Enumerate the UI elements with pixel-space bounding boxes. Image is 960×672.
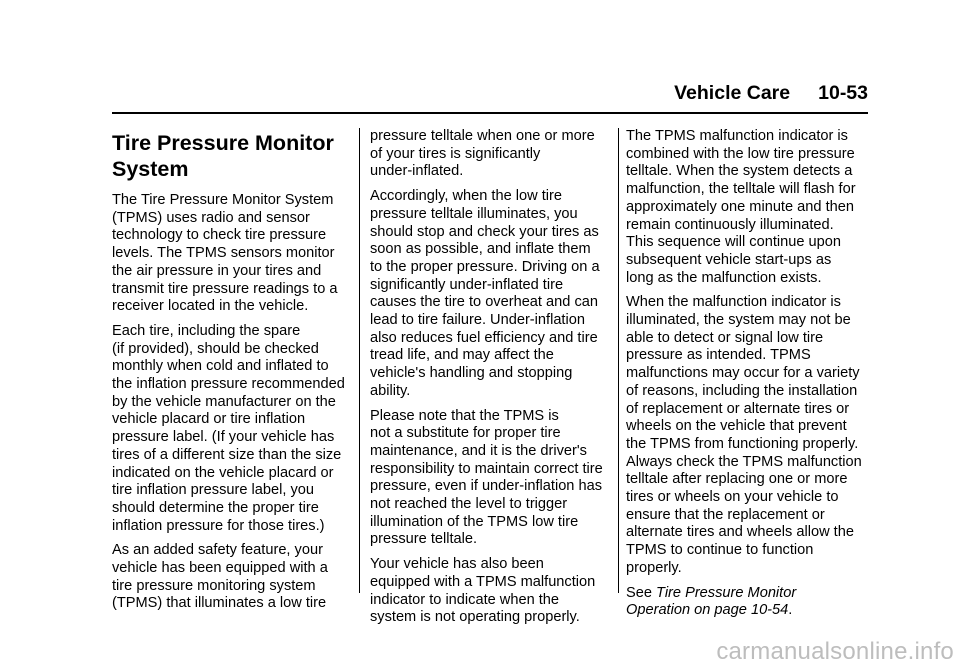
text-line: pressure label. (If your vehicle has — [112, 429, 335, 446]
text-line: tires or wheels on your vehicle to — [626, 489, 839, 506]
text-line: responsibility to maintain correct tire — [370, 460, 603, 477]
text-line: This sequence will continue upon — [626, 234, 841, 251]
text-line: tread life, and may affect the — [370, 347, 554, 364]
text-line: pressure, even if under-inflation has — [370, 478, 603, 495]
text-line: long as the malfunction exists. — [626, 269, 822, 286]
text-line: illumination of the TPMS low tire — [370, 513, 579, 530]
paragraph — [112, 192, 348, 316]
text-line: tire inflation pressure label, you — [112, 482, 314, 499]
text-line: malfunction, the telltale will flash for — [626, 181, 856, 198]
xref-link-line-1[interactable]: Tire Pressure Monitor — [656, 584, 797, 601]
see-suffix: . — [788, 602, 793, 619]
text-line: the air pressure in your tires and — [112, 262, 322, 279]
watermark: carmanualsonline.info — [716, 638, 954, 665]
page-number: 10-53 — [818, 82, 868, 104]
text-line: remain continuously illuminated. — [626, 216, 834, 233]
text-line: under-inflated. — [370, 163, 464, 180]
paragraph — [626, 294, 870, 577]
header-rule — [112, 112, 868, 114]
text-line: able to detect or signal low tire — [626, 329, 824, 346]
text-line: of reasons, including the installation — [626, 382, 858, 399]
text-line: vehicle's handling and stopping — [370, 365, 573, 382]
text-line: system is not operating properly. — [370, 609, 580, 626]
paragraph — [112, 323, 348, 535]
paragraph — [370, 188, 610, 400]
text-line: telltale. When the system detects a — [626, 163, 853, 180]
text-line: combined with the low tire pressure — [626, 145, 855, 162]
text-line: (TPMS) that illuminates a low tire — [112, 595, 327, 612]
text-line: Please note that the TPMS is — [370, 407, 559, 424]
text-line: receiver located in the vehicle. — [112, 298, 309, 315]
section-title-line: Tire Pressure Monitor — [112, 131, 334, 155]
text-line: not reached the level to trigger — [370, 496, 568, 513]
text-line: indicated on the vehicle placard or — [112, 464, 334, 481]
paragraph — [112, 542, 348, 613]
column-3-body — [626, 128, 870, 578]
text-line: The Tire Pressure Monitor System — [112, 192, 334, 208]
text-line: not a substitute for proper tire — [370, 425, 561, 442]
text-line: pressure telltale. — [370, 531, 478, 548]
text-line: the inflation pressure recommended — [112, 376, 345, 393]
text-line: by the vehicle manufacturer on the — [112, 393, 336, 410]
text-line: pressure telltale when one or more — [370, 128, 595, 144]
text-line: approximately one minute and then — [626, 198, 854, 215]
text-line: pressure as intended. TPMS — [626, 347, 811, 364]
text-line: tires of a different size than the size — [112, 446, 342, 463]
text-line: properly. — [626, 559, 682, 576]
see-prefix: See — [626, 584, 657, 601]
text-line: The TPMS malfunction indicator is — [626, 128, 848, 144]
paragraph — [370, 408, 610, 550]
text-line: Always check the TPMS malfunction — [626, 453, 862, 470]
text-line: should stop and check your tires as — [370, 223, 599, 240]
paragraph — [370, 556, 610, 627]
text-line: vehicle placard or tire inflation — [112, 411, 306, 428]
text-line: also reduces fuel efficiency and tire — [370, 329, 598, 346]
text-line: levels. The TPMS sensors monitor — [112, 245, 335, 262]
column-2-body — [370, 128, 610, 627]
cross-reference — [626, 585, 870, 620]
column-2 — [370, 128, 610, 634]
text-line: pressure telltale illuminates, you — [370, 205, 578, 222]
text-line: significantly under-inflated tire — [370, 276, 564, 293]
text-line: vehicle has been equipped with a — [112, 560, 328, 577]
text-line: should determine the proper tire — [112, 499, 319, 516]
text-line: transmit tire pressure readings to a — [112, 280, 338, 297]
text-line: monthly when cold and inflated to — [112, 358, 329, 375]
text-line: inflation pressure for those tires.) — [112, 517, 325, 534]
text-line: ensure that the replacement or — [626, 506, 825, 523]
text-line: lead to tire failure. Under-inflation — [370, 312, 585, 329]
text-line: to the proper pressure. Driving on a — [370, 258, 600, 275]
text-line: equipped with a TPMS malfunction — [370, 573, 596, 590]
text-line: (if provided), should be checked — [112, 340, 319, 357]
text-line: of replacement or alternate tires or — [626, 400, 850, 417]
text-line: maintenance, and it is the driver's — [370, 442, 587, 459]
column-divider-2 — [618, 128, 619, 593]
text-line: illuminated, the system may not be — [626, 312, 851, 329]
section-name: Vehicle Care — [674, 82, 791, 104]
column-1 — [112, 130, 348, 620]
text-line: causes the tire to overheat and can — [370, 294, 598, 311]
column-1-body — [112, 192, 348, 613]
text-line: wheels on the vehicle that prevent — [626, 418, 847, 435]
text-line: Accordingly, when the low tire — [370, 188, 562, 205]
text-line: As an added safety feature, your — [112, 542, 323, 559]
text-line: tire pressure monitoring system — [112, 577, 316, 594]
text-line: alternate tires and wheels allow the — [626, 524, 854, 541]
text-line: TPMS to continue to function — [626, 542, 814, 559]
section-title-line: System — [112, 157, 189, 181]
text-line: technology to check tire pressure — [112, 227, 327, 244]
paragraph — [370, 128, 610, 181]
column-3 — [626, 128, 870, 627]
column-divider-1 — [359, 128, 360, 593]
section-title — [112, 130, 348, 182]
text-line: Each tire, including the spare — [112, 322, 301, 339]
xref-link-line-2[interactable]: Operation on page 10-54 — [626, 602, 789, 619]
text-line: malfunctions may occur for a variety — [626, 365, 860, 382]
page-header — [674, 82, 868, 105]
paragraph — [626, 128, 870, 287]
text-line: (TPMS) uses radio and sensor — [112, 209, 310, 226]
text-line: soon as possible, and inflate them — [370, 241, 591, 258]
text-line: Your vehicle has also been — [370, 556, 544, 573]
text-line: ability. — [370, 382, 411, 399]
text-line: indicator to indicate when the — [370, 591, 560, 608]
text-line: telltale after replacing one or more — [626, 471, 848, 488]
text-line: the TPMS from functioning properly. — [626, 435, 859, 452]
text-line: subsequent vehicle start-ups as — [626, 251, 832, 268]
text-line: When the malfunction indicator is — [626, 294, 841, 311]
text-line: of your tires is significantly — [370, 145, 541, 162]
